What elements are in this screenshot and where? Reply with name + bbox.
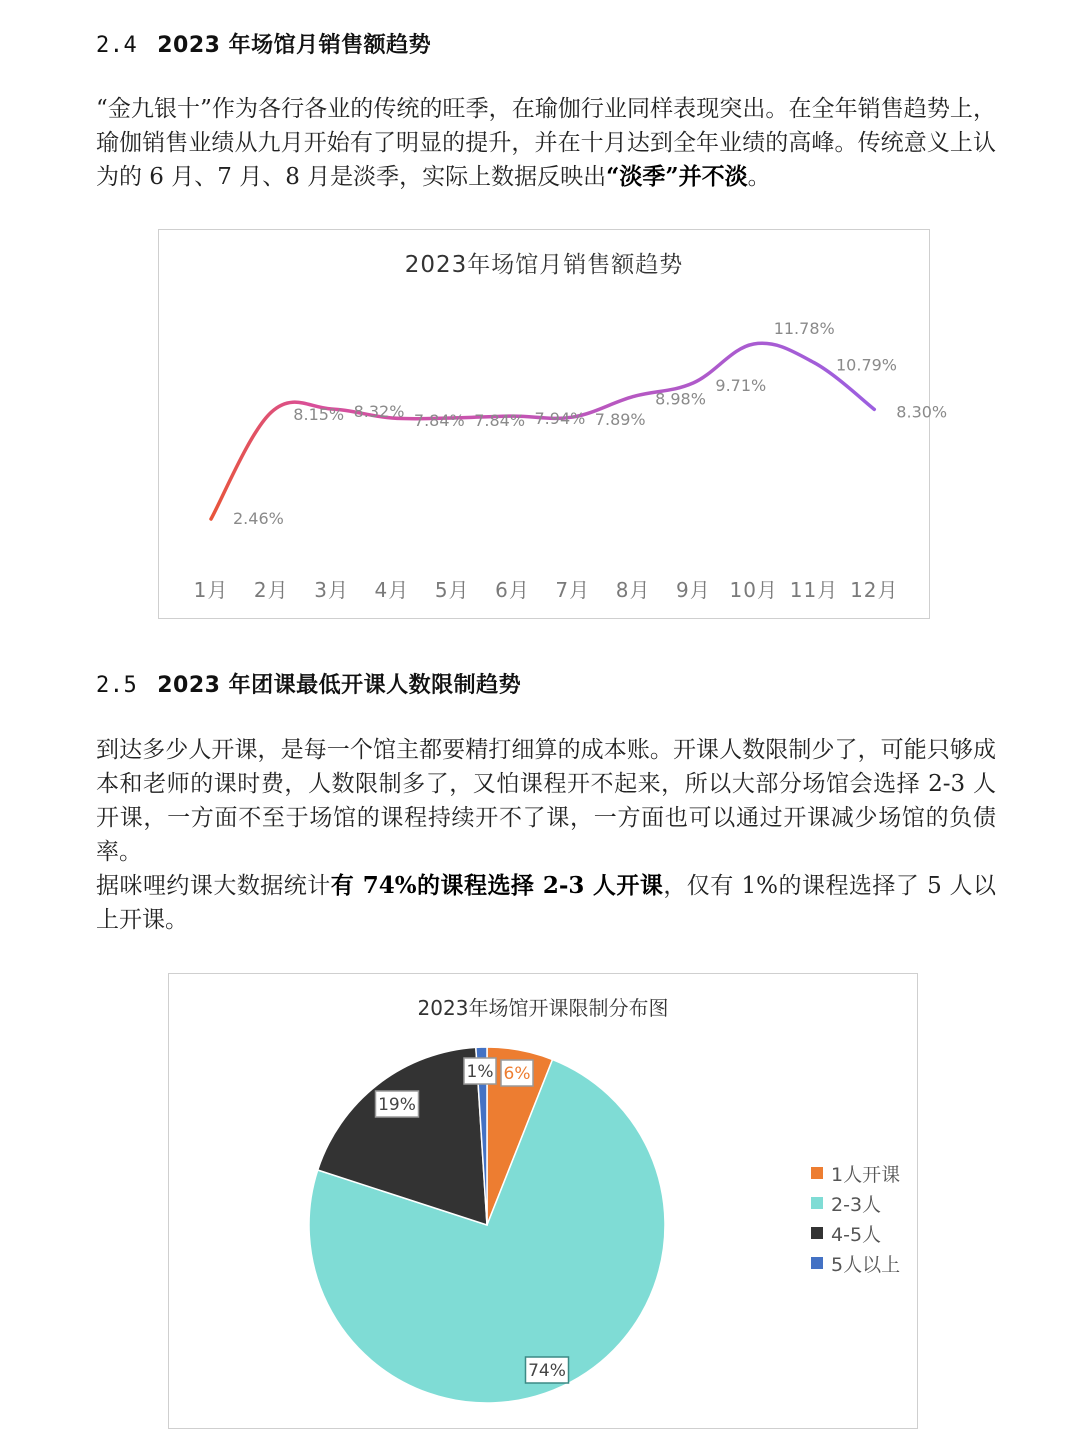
section-24-paragraph [96,92,996,194]
paragraph-text: 据咪哩约课大数据统计 [96,873,331,899]
x-tick-label: 2月 [253,578,289,602]
pie-legend [811,1158,900,1278]
data-label-4: 7.84% [413,410,465,430]
legend-item-1 [811,1158,900,1188]
section-title: 2023 年场馆月销售额趋势 [157,33,432,58]
data-label-9: 9.71% [715,375,767,395]
section-24-heading [96,28,431,59]
x-tick-label: 5月 [434,578,470,602]
x-tick-label: 8月 [615,578,651,602]
x-tick-label: 9月 [676,578,711,602]
pie-slice-label-4 [464,1058,496,1084]
svg-text:1%: 1% [466,1062,494,1082]
legend-label: 2-3人 [831,1193,882,1216]
x-tick-label: 12月 [850,578,899,602]
pie-slice-label-1 [501,1060,533,1086]
section-25-heading [96,668,521,699]
legend-swatch [811,1257,823,1269]
x-tick-label: 7月 [555,578,591,602]
x-tick-label: 10月 [729,578,778,602]
pie-slice-label-3 [376,1091,419,1117]
legend-item-2 [811,1188,900,1218]
data-label-1: 2.46% [233,509,284,528]
data-label-7: 7.89% [594,410,646,430]
paragraph-text: ，仅有 1%的课程选择了 5 人以上开课。 [96,873,997,933]
data-label-12: 8.30% [896,402,948,422]
data-label-3: 8.32% [353,401,405,421]
data-label-6: 7.94% [534,409,586,429]
paragraph-bold-text: 有 74%的课程选择 2-3 人开课 [330,872,664,899]
paragraph-text: 。 [747,164,771,190]
svg-text:6%: 6% [503,1064,531,1084]
legend-swatch [811,1167,823,1179]
data-label-11: 10.79% [836,355,898,375]
data-label-5: 7.84% [474,410,526,430]
x-tick-label: 1月 [193,578,229,602]
x-tick-label: 6月 [495,578,530,602]
paragraph-text: 到达多少人开课，是每一个馆主都要精打细算的成本账。开课人数限制少了，可能只够成本和老师的课时费，人数限制多了，又怕课程开不起来，所以大部分场馆会选择 2-3 人开课，一方面不至于场馆的课程持续开不了课，一方面也可以通过开课减少场馆的负债率。 [96,737,996,865]
svg-text:19%: 19% [378,1095,416,1115]
legend-label: 1人开课 [831,1163,901,1186]
legend-swatch [811,1197,823,1209]
paragraph-text: “金九银十”作为各行各业的传统的旺季，在瑜伽行业同样表现突出。在全年销售趋势上，瑜伽销售业绩从九月开始有了明显的提升，并在十月达到全年业绩的高峰。传统意义上认为的 6 月、7 月、8 月是淡季，实际上数据反映出 [96,96,996,190]
legend-swatch [811,1227,823,1239]
data-label-8: 8.98% [655,389,706,409]
pie-slice-label-2 [526,1357,569,1383]
svg-text:74%: 74% [528,1361,566,1381]
x-tick-label: 11月 [789,578,839,602]
legend-item-3 [811,1218,900,1248]
sales-trend-line [211,343,874,519]
x-tick-label: 3月 [314,578,349,602]
legend-label: 4-5人 [831,1223,882,1246]
pie-chart-container [168,973,918,1429]
paragraph-bold-text: “淡季”并不淡 [606,163,748,190]
legend-item-4 [811,1248,900,1278]
x-tick-label: 4月 [374,578,410,602]
line-chart-plot [159,230,948,618]
pie-chart-plot [169,974,917,1428]
section-25-paragraph [96,733,996,937]
pie-chart-title: 2023年场馆开课限制分布图 [417,996,669,1020]
legend-label: 5人以上 [831,1253,901,1276]
line-chart-container [158,229,948,619]
section-title: 2023 年团课最低开课人数限制趋势 [157,673,522,698]
data-label-10: 11.78% [773,319,835,338]
section-number: 2.5 [96,673,138,698]
line-chart-title: 2023年场馆月销售额趋势 [404,252,684,278]
data-label-2: 8.15% [293,405,345,425]
section-number: 2.4 [96,33,138,58]
